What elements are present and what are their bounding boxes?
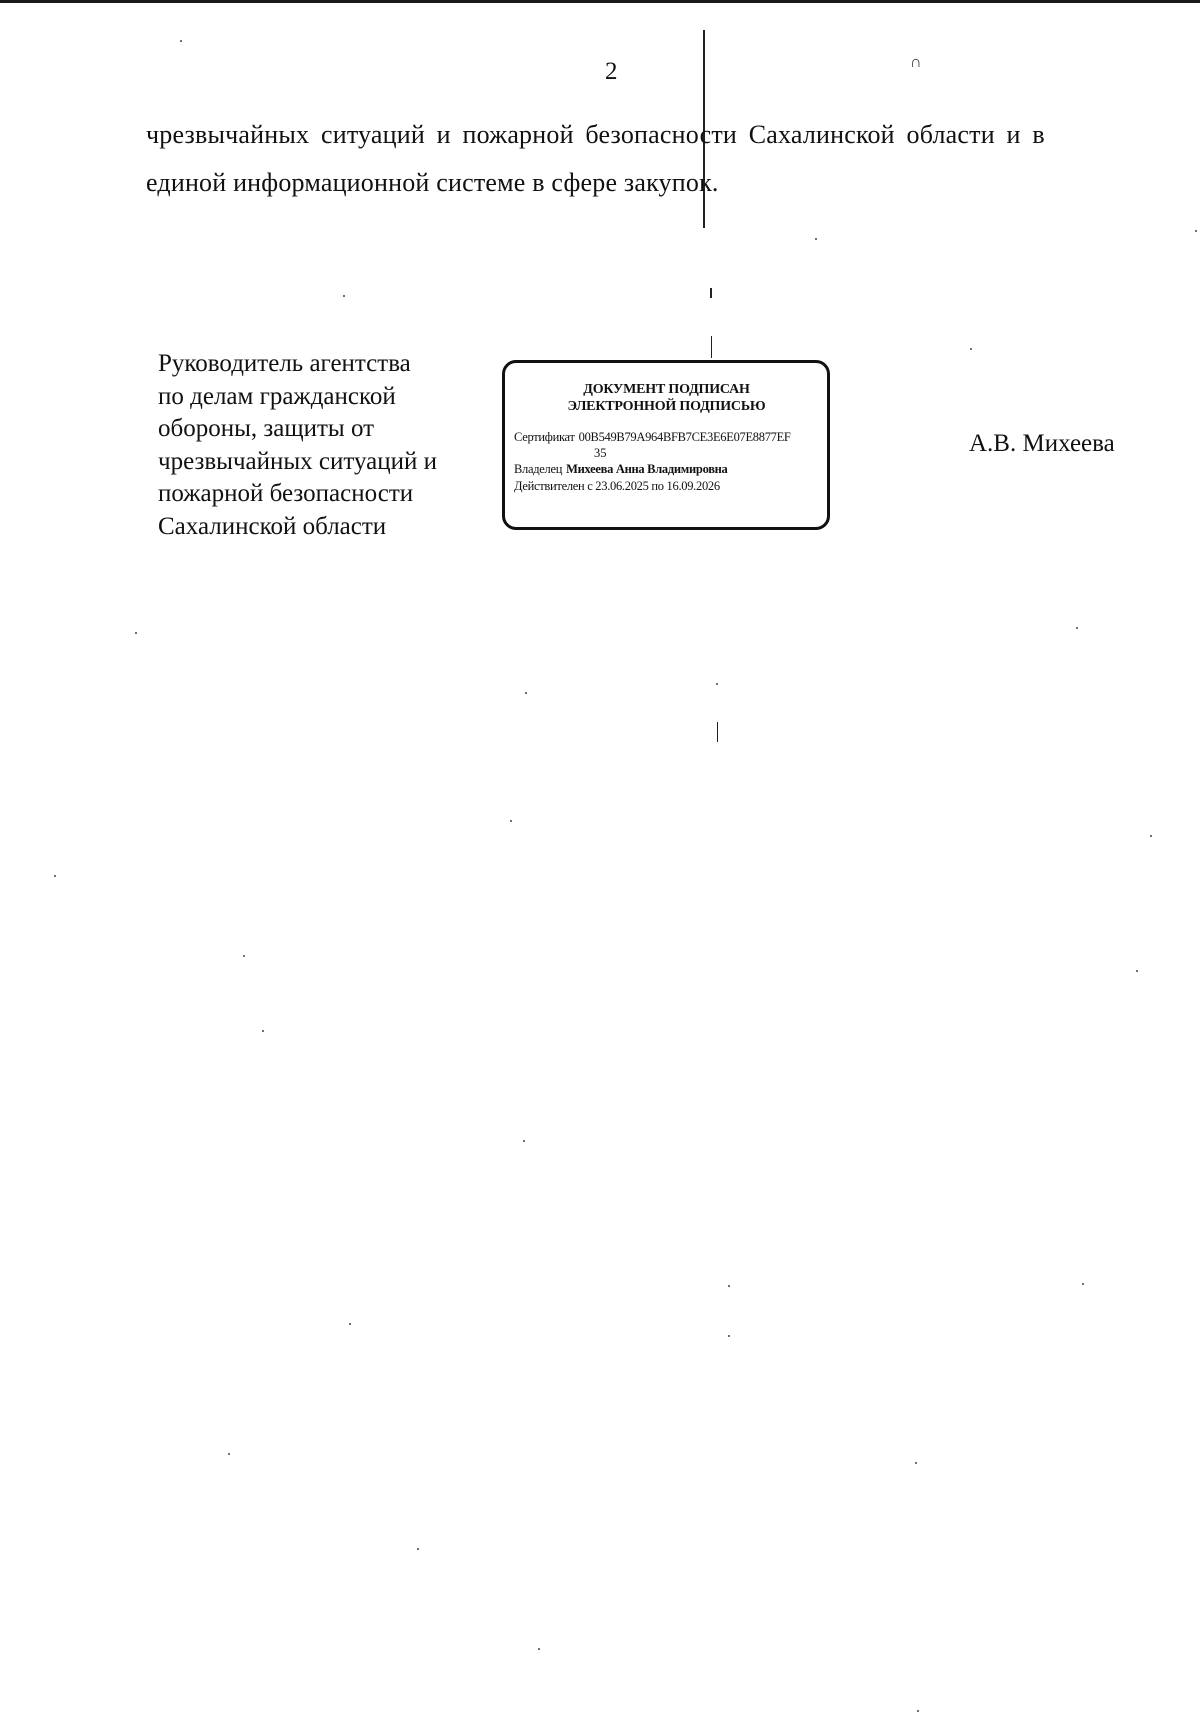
stamp-owner (514, 461, 819, 478)
scan-speck (180, 40, 182, 42)
scan-speck (1150, 835, 1152, 837)
page-number: 2 (605, 58, 618, 85)
signatory-line: Руководитель агентства (158, 350, 411, 377)
scan-artifact-line (710, 288, 712, 298)
scan-speck (523, 1140, 525, 1142)
scan-speck (815, 238, 817, 240)
scan-speck (728, 1285, 730, 1287)
scan-speck (1076, 627, 1078, 629)
certificate-value: 00B549B79A964BFB7CE3E6E07E8877EF (578, 430, 791, 444)
scan-speck (228, 1453, 230, 1455)
scan-speck (538, 1648, 540, 1650)
scan-speck (349, 1323, 351, 1325)
body-line: единой информационной системе в сфере закупок. (146, 168, 719, 197)
signatory-line: пожарной безопасности (158, 480, 414, 507)
certificate-value-continued: 35 (594, 446, 607, 460)
owner-label: Владелец (514, 462, 563, 476)
signatory-title (158, 348, 488, 543)
scan-top-edge (0, 0, 1200, 3)
scan-speck (135, 632, 137, 634)
scan-artifact-line (717, 722, 718, 742)
scan-speck (1136, 970, 1138, 972)
scan-speck (54, 875, 56, 877)
scan-speck (917, 1710, 919, 1712)
stamp-certificate (514, 429, 819, 446)
electronic-signature-stamp (502, 360, 830, 530)
scan-speck (417, 1548, 419, 1550)
signatory-line: Сахалинской области (158, 512, 387, 540)
body-paragraph (146, 111, 1094, 207)
owner-value: Михеева Анна Владимировна (566, 462, 728, 476)
scan-speck (525, 692, 527, 694)
scan-speck (970, 348, 972, 350)
scan-speck (728, 1335, 730, 1337)
signatory-line: чрезвычайных ситуаций и (158, 447, 438, 475)
body-line: чрезвычайных ситуаций и пожарной безопасности Сахалинской области и в (146, 120, 1045, 149)
signatory-line: по делам гражданской (158, 382, 396, 410)
signatory-line: обороны, защиты от (158, 415, 375, 442)
scan-speck (510, 820, 512, 822)
scan-speck (915, 1462, 917, 1464)
scan-artifact-mark: ∩ (910, 54, 922, 71)
certificate-label: Сертификат (514, 430, 575, 444)
scan-speck (1082, 1283, 1084, 1285)
scan-speck (262, 1030, 264, 1032)
scan-artifact-line (711, 336, 712, 358)
stamp-title-line: ЭЛЕКТРОННОЙ ПОДПИСЬЮ (567, 399, 766, 414)
stamp-validity: Действителен с 23.06.2025 по 16.09.2026 (514, 479, 720, 493)
signer-name: А.В. Михеева (969, 430, 1115, 457)
stamp-title-line: ДОКУМЕНТ ПОДПИСАН (583, 382, 750, 397)
scan-speck (343, 295, 345, 297)
stamp-title (514, 381, 819, 415)
scan-speck (1195, 230, 1197, 232)
scan-speck (243, 955, 245, 957)
scan-speck (716, 683, 718, 685)
